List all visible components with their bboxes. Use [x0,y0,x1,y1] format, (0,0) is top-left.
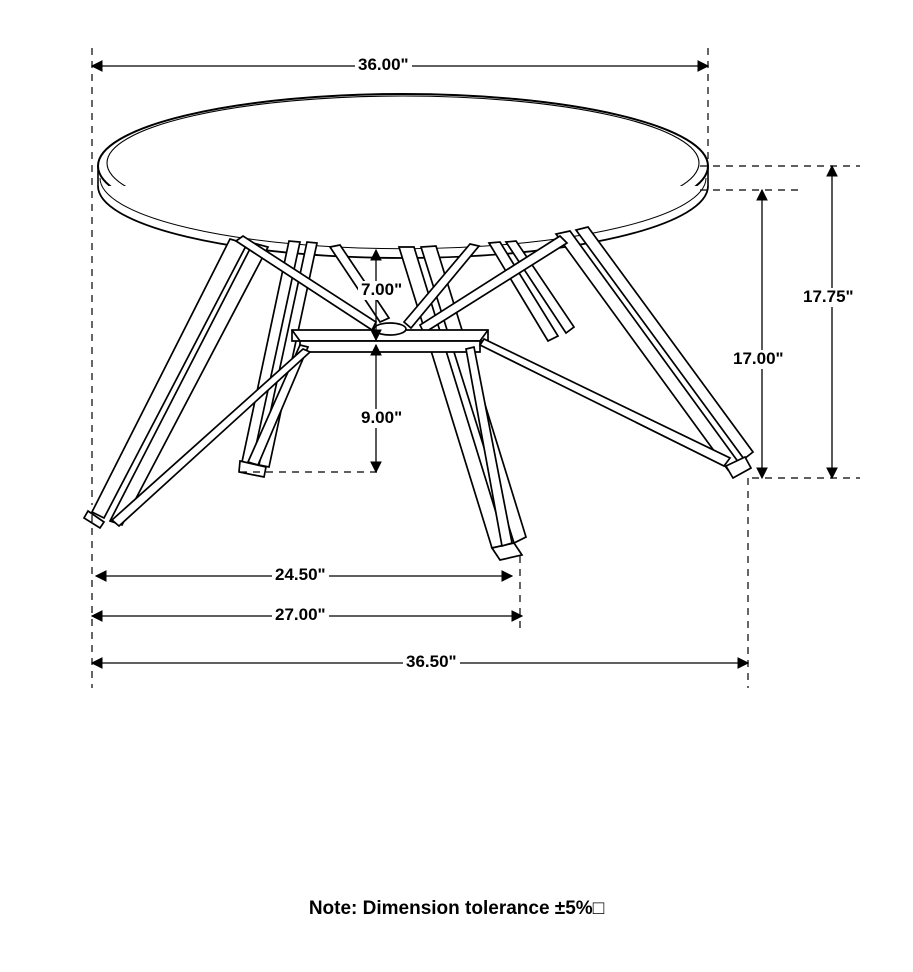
table-top [98,94,708,258]
dimension-label-stretcher-to-floor: 9.00" [358,409,405,428]
dimension-label-mid-leg-span: 27.00" [272,606,329,625]
dimension-label-top-diameter: 36.00" [355,56,412,75]
tolerance-note: Note: Dimension tolerance ±5%□ [308,898,605,919]
dimension-label-apron-to-stretcher: 7.00" [358,281,405,300]
dimension-label-top-surface-height: 17.00" [730,350,787,369]
table-base-legs [84,227,753,560]
dimension-label-outer-leg-span: 36.50" [403,653,460,672]
dimension-label-inner-leg-span: 24.50" [272,566,329,585]
dimension-label-overall-height: 17.75" [800,288,857,307]
